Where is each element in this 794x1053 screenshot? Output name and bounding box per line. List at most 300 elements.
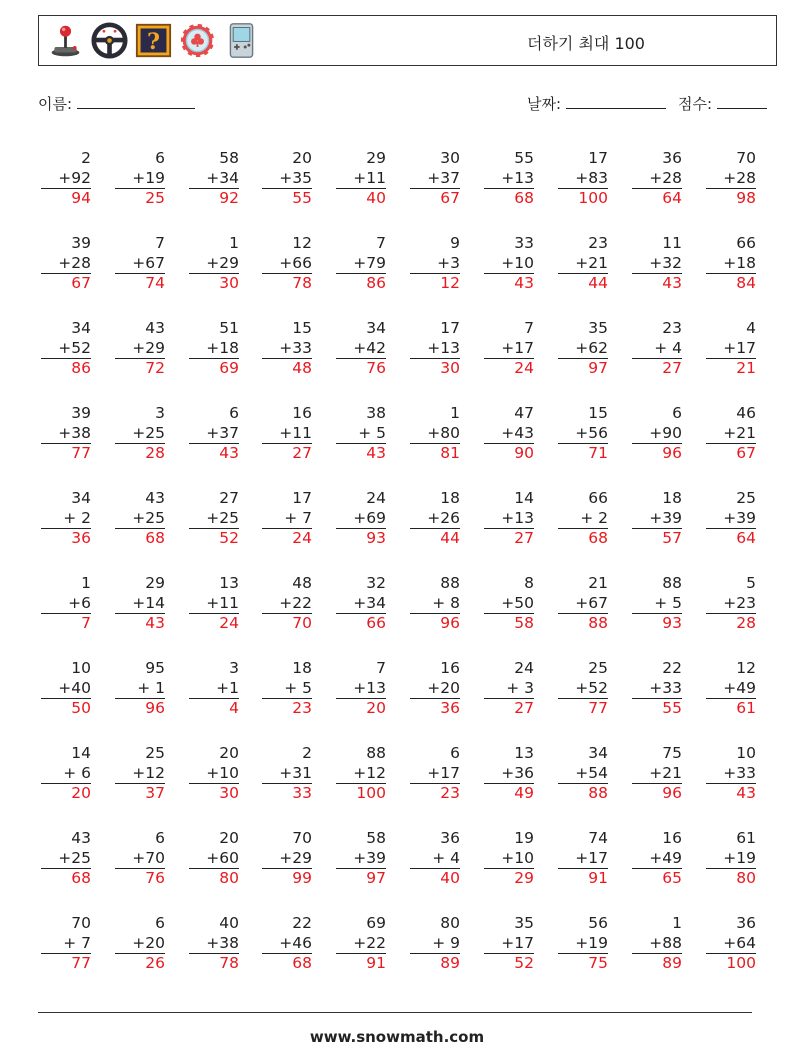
problem-item: [556, 149, 608, 209]
addend-bottom: +39: [723, 508, 756, 527]
answer[interactable]: 97: [336, 868, 386, 889]
addend-bottom: +28: [58, 253, 91, 272]
addend-top: 18: [662, 489, 682, 507]
answer[interactable]: 67: [41, 273, 91, 294]
problem-item: [704, 489, 756, 549]
problem-item: [482, 234, 534, 294]
addend-top: 1: [229, 234, 239, 252]
answer[interactable]: 37: [115, 783, 165, 804]
addend-top: 43: [71, 829, 91, 847]
answer[interactable]: 30: [189, 783, 239, 804]
problem-item: [556, 914, 608, 974]
answer[interactable]: 81: [410, 443, 460, 464]
answer[interactable]: 98: [706, 188, 756, 209]
addend-top: 6: [450, 744, 460, 762]
addend-top: 66: [588, 489, 608, 507]
answer[interactable]: 74: [115, 273, 165, 294]
addend-top: 29: [366, 149, 386, 167]
answer[interactable]: 78: [189, 953, 239, 974]
problem-item: [630, 489, 682, 549]
addend-bottom: + 4: [654, 338, 682, 357]
problem-item: [187, 319, 239, 379]
answer[interactable]: 100: [706, 953, 756, 974]
addend-top: 32: [366, 574, 386, 592]
addend-top: 10: [736, 744, 756, 762]
addend-top: 2: [81, 149, 91, 167]
problem-item: [260, 489, 312, 549]
problem-item: [39, 914, 91, 974]
addend-bottom: + 4: [432, 848, 460, 867]
addend-bottom: +21: [575, 253, 608, 272]
answer[interactable]: 48: [262, 358, 312, 379]
addend-bottom: + 9: [432, 933, 460, 952]
problem-item: [39, 744, 91, 804]
answer[interactable]: 43: [336, 443, 386, 464]
answer[interactable]: 100: [558, 188, 608, 209]
addend-bottom: +1: [216, 678, 239, 697]
addend-bottom: + 2: [63, 508, 91, 527]
problem-item: [556, 744, 608, 804]
problem-item: [704, 659, 756, 719]
addend-bottom: + 6: [63, 763, 91, 782]
problem-item: [260, 574, 312, 634]
addend-top: 20: [219, 829, 239, 847]
addend-top: 34: [588, 744, 608, 762]
addend-bottom: +11: [279, 423, 312, 442]
addend-top: 25: [588, 659, 608, 677]
addend-bottom: +21: [649, 763, 682, 782]
addend-top: 36: [662, 149, 682, 167]
name-label: 이름:: [38, 95, 73, 113]
addend-bottom: + 7: [63, 933, 91, 952]
addend-top: 70: [292, 829, 312, 847]
answer[interactable]: 27: [484, 698, 534, 719]
addend-top: 24: [514, 659, 534, 677]
addend-top: 29: [145, 574, 165, 592]
addend-bottom: +14: [132, 593, 165, 612]
addend-bottom: +13: [427, 338, 460, 357]
addend-bottom: +33: [279, 338, 312, 357]
answer[interactable]: 66: [336, 613, 386, 634]
problem-item: [408, 234, 460, 294]
addend-top: 11: [662, 234, 682, 252]
problem-item: [260, 319, 312, 379]
addend-top: 1: [450, 404, 460, 422]
answer[interactable]: 75: [558, 953, 608, 974]
answer[interactable]: 61: [706, 698, 756, 719]
addend-top: 6: [155, 914, 165, 932]
answer[interactable]: 99: [262, 868, 312, 889]
addend-bottom: +25: [132, 423, 165, 442]
addend-top: 34: [71, 319, 91, 337]
addend-top: 34: [71, 489, 91, 507]
addend-bottom: +13: [501, 508, 534, 527]
addend-top: 18: [440, 489, 460, 507]
addend-bottom: +34: [206, 168, 239, 187]
footer-divider: [38, 1012, 752, 1013]
problem-item: [113, 659, 165, 719]
addend-bottom: +28: [723, 168, 756, 187]
answer[interactable]: 77: [41, 443, 91, 464]
answer[interactable]: 80: [189, 868, 239, 889]
addend-bottom: +67: [575, 593, 608, 612]
addend-top: 3: [229, 659, 239, 677]
addend-bottom: +37: [427, 168, 460, 187]
addend-top: 51: [219, 319, 239, 337]
addend-bottom: +11: [353, 168, 386, 187]
problem-item: [113, 914, 165, 974]
addend-bottom: +60: [206, 848, 239, 867]
answer[interactable]: 68: [115, 528, 165, 549]
answer[interactable]: 84: [706, 273, 756, 294]
answer[interactable]: 91: [336, 953, 386, 974]
answer[interactable]: 88: [558, 613, 608, 634]
addend-top: 55: [514, 149, 534, 167]
addend-top: 25: [736, 489, 756, 507]
problem-item: [556, 829, 608, 889]
addend-top: 47: [514, 404, 534, 422]
answer[interactable]: 77: [558, 698, 608, 719]
addend-bottom: +79: [353, 253, 386, 272]
problem-item: [260, 234, 312, 294]
addend-top: 8: [524, 574, 534, 592]
addend-bottom: +22: [279, 593, 312, 612]
addend-top: 35: [588, 319, 608, 337]
answer[interactable]: 96: [632, 783, 682, 804]
addend-bottom: +20: [132, 933, 165, 952]
answer[interactable]: 44: [410, 528, 460, 549]
addend-bottom: +35: [279, 168, 312, 187]
addend-bottom: +31: [279, 763, 312, 782]
addend-top: 6: [155, 829, 165, 847]
answer[interactable]: 24: [189, 613, 239, 634]
problem-item: [187, 149, 239, 209]
answer[interactable]: 68: [262, 953, 312, 974]
addend-bottom: +17: [575, 848, 608, 867]
answer[interactable]: 7: [41, 613, 91, 634]
problem-item: [334, 829, 386, 889]
addend-top: 19: [514, 829, 534, 847]
addend-bottom: +38: [206, 933, 239, 952]
addend-top: 20: [292, 149, 312, 167]
addend-top: 14: [71, 744, 91, 762]
addend-bottom: +42: [353, 338, 386, 357]
addend-bottom: +19: [575, 933, 608, 952]
answer[interactable]: 58: [484, 613, 534, 634]
addend-top: 13: [219, 574, 239, 592]
answer[interactable]: 40: [336, 188, 386, 209]
answer[interactable]: 27: [262, 443, 312, 464]
addend-bottom: + 3: [506, 678, 534, 697]
addend-top: 88: [440, 574, 460, 592]
addend-top: 1: [672, 914, 682, 932]
answer[interactable]: 64: [632, 188, 682, 209]
answer[interactable]: 36: [41, 528, 91, 549]
problem-item: [630, 914, 682, 974]
answer[interactable]: 92: [189, 188, 239, 209]
problem-item: [187, 829, 239, 889]
answer[interactable]: 86: [41, 358, 91, 379]
answer[interactable]: 67: [706, 443, 756, 464]
answer[interactable]: 68: [41, 868, 91, 889]
addend-bottom: +18: [206, 338, 239, 357]
answer[interactable]: 88: [558, 783, 608, 804]
addend-top: 7: [376, 659, 386, 677]
problem-item: [113, 574, 165, 634]
answer[interactable]: 30: [410, 358, 460, 379]
addend-bottom: +83: [575, 168, 608, 187]
addend-top: 43: [145, 319, 165, 337]
addend-bottom: +17: [501, 338, 534, 357]
addend-top: 16: [662, 829, 682, 847]
answer[interactable]: 49: [484, 783, 534, 804]
answer[interactable]: 55: [262, 188, 312, 209]
problem-item: [408, 914, 460, 974]
answer[interactable]: 12: [410, 273, 460, 294]
addend-bottom: +67: [132, 253, 165, 272]
addend-bottom: +12: [353, 763, 386, 782]
problem-item: [408, 744, 460, 804]
date-label: 날짜:: [527, 95, 562, 113]
answer[interactable]: 29: [484, 868, 534, 889]
problem-item: [704, 319, 756, 379]
answer[interactable]: 70: [262, 613, 312, 634]
answer[interactable]: 44: [558, 273, 608, 294]
addend-top: 88: [662, 574, 682, 592]
addend-bottom: +43: [501, 423, 534, 442]
addend-bottom: +52: [575, 678, 608, 697]
answer[interactable]: 89: [410, 953, 460, 974]
addend-bottom: +52: [58, 338, 91, 357]
problem-item: [260, 149, 312, 209]
addend-top: 95: [145, 659, 165, 677]
answer[interactable]: 43: [632, 273, 682, 294]
answer[interactable]: 52: [484, 953, 534, 974]
addend-top: 25: [145, 744, 165, 762]
addend-bottom: +25: [58, 848, 91, 867]
answer[interactable]: 76: [115, 868, 165, 889]
addend-bottom: +66: [279, 253, 312, 272]
answer[interactable]: 72: [115, 358, 165, 379]
problem-item: [260, 914, 312, 974]
addend-bottom: + 2: [580, 508, 608, 527]
addend-bottom: +56: [575, 423, 608, 442]
answer[interactable]: 23: [410, 783, 460, 804]
problem-item: [482, 574, 534, 634]
problem-item: [408, 319, 460, 379]
answer[interactable]: 80: [706, 868, 756, 889]
answer[interactable]: 28: [115, 443, 165, 464]
problem-item: [556, 234, 608, 294]
addend-top: 70: [736, 149, 756, 167]
addend-top: 36: [440, 829, 460, 847]
answer[interactable]: 90: [484, 443, 534, 464]
addend-bottom: + 5: [358, 423, 386, 442]
answer[interactable]: 91: [558, 868, 608, 889]
addend-top: 58: [219, 149, 239, 167]
addend-top: 16: [292, 404, 312, 422]
problem-item: [482, 149, 534, 209]
addend-top: 1: [81, 574, 91, 592]
answer[interactable]: 86: [336, 273, 386, 294]
addend-bottom: + 8: [432, 593, 460, 612]
answer[interactable]: 21: [706, 358, 756, 379]
problem-item: [630, 404, 682, 464]
answer[interactable]: 96: [115, 698, 165, 719]
problem-item: [630, 149, 682, 209]
problem-item: [630, 659, 682, 719]
problem-item: [556, 404, 608, 464]
addend-top: 74: [588, 829, 608, 847]
addend-bottom: +10: [206, 763, 239, 782]
addend-bottom: +39: [649, 508, 682, 527]
addend-bottom: +18: [723, 253, 756, 272]
addend-top: 7: [155, 234, 165, 252]
answer[interactable]: 23: [262, 698, 312, 719]
answer[interactable]: 93: [632, 613, 682, 634]
answer[interactable]: 67: [410, 188, 460, 209]
addend-top: 18: [292, 659, 312, 677]
addend-top: 5: [746, 574, 756, 592]
problem-item: [556, 319, 608, 379]
answer[interactable]: 68: [484, 188, 534, 209]
answer[interactable]: 30: [189, 273, 239, 294]
addend-top: 12: [292, 234, 312, 252]
answer[interactable]: 43: [115, 613, 165, 634]
addend-top: 30: [440, 149, 460, 167]
answer[interactable]: 28: [706, 613, 756, 634]
answer[interactable]: 76: [336, 358, 386, 379]
problem-item: [482, 914, 534, 974]
addend-bottom: +20: [427, 678, 460, 697]
problem-item: [482, 319, 534, 379]
problem-item: [113, 744, 165, 804]
answer[interactable]: 43: [484, 273, 534, 294]
answer[interactable]: 97: [558, 358, 608, 379]
addend-bottom: +22: [353, 933, 386, 952]
addend-bottom: +25: [206, 508, 239, 527]
problem-item: [408, 489, 460, 549]
answer[interactable]: 55: [632, 698, 682, 719]
addend-top: 16: [440, 659, 460, 677]
addend-top: 4: [746, 319, 756, 337]
addend-bottom: +80: [427, 423, 460, 442]
answer[interactable]: 50: [41, 698, 91, 719]
problem-item: [39, 149, 91, 209]
problem-item: [704, 914, 756, 974]
problem-item: [556, 659, 608, 719]
problem-item: [408, 659, 460, 719]
answer[interactable]: 4: [189, 698, 239, 719]
answer[interactable]: 25: [115, 188, 165, 209]
addend-bottom: +6: [68, 593, 91, 612]
addend-top: 70: [71, 914, 91, 932]
problem-item: [113, 149, 165, 209]
addend-bottom: +23: [723, 593, 756, 612]
addend-bottom: +46: [279, 933, 312, 952]
problem-item: [187, 659, 239, 719]
problem-item: [39, 659, 91, 719]
problem-item: [630, 234, 682, 294]
addend-bottom: +38: [58, 423, 91, 442]
answer[interactable]: 89: [632, 953, 682, 974]
addend-bottom: +49: [649, 848, 682, 867]
addend-bottom: +28: [649, 168, 682, 187]
problem-item: [704, 234, 756, 294]
answer[interactable]: 24: [484, 358, 534, 379]
problem-item: [260, 404, 312, 464]
addend-bottom: +26: [427, 508, 460, 527]
answer[interactable]: 20: [336, 698, 386, 719]
answer[interactable]: 24: [262, 528, 312, 549]
addend-bottom: +19: [132, 168, 165, 187]
answer[interactable]: 65: [632, 868, 682, 889]
answer[interactable]: 27: [632, 358, 682, 379]
answer[interactable]: 100: [336, 783, 386, 804]
answer[interactable]: 43: [189, 443, 239, 464]
answer[interactable]: 20: [41, 783, 91, 804]
addend-top: 61: [736, 829, 756, 847]
answer[interactable]: 71: [558, 443, 608, 464]
answer[interactable]: 33: [262, 783, 312, 804]
addend-top: 80: [440, 914, 460, 932]
addend-bottom: +11: [206, 593, 239, 612]
addend-top: 58: [366, 829, 386, 847]
problem-item: [260, 744, 312, 804]
addend-top: 10: [71, 659, 91, 677]
addend-top: 17: [292, 489, 312, 507]
addend-top: 6: [672, 404, 682, 422]
addend-bottom: +32: [649, 253, 682, 272]
addend-bottom: +29: [132, 338, 165, 357]
answer[interactable]: 77: [41, 953, 91, 974]
answer[interactable]: 93: [336, 528, 386, 549]
answer[interactable]: 64: [706, 528, 756, 549]
answer[interactable]: 36: [410, 698, 460, 719]
addend-top: 17: [440, 319, 460, 337]
addend-top: 15: [292, 319, 312, 337]
answer[interactable]: 26: [115, 953, 165, 974]
addend-bottom: +13: [501, 168, 534, 187]
problem-item: [260, 829, 312, 889]
answer[interactable]: 52: [189, 528, 239, 549]
answer[interactable]: 78: [262, 273, 312, 294]
answer[interactable]: 40: [410, 868, 460, 889]
answer[interactable]: 94: [41, 188, 91, 209]
problem-item: [39, 574, 91, 634]
problem-item: [334, 489, 386, 549]
answer[interactable]: 27: [484, 528, 534, 549]
addend-bottom: +49: [723, 678, 756, 697]
addend-top: 7: [524, 319, 534, 337]
answer[interactable]: 57: [632, 528, 682, 549]
answer[interactable]: 96: [410, 613, 460, 634]
problem-item: [113, 829, 165, 889]
addend-bottom: +69: [353, 508, 386, 527]
addend-bottom: +17: [427, 763, 460, 782]
problem-item: [113, 234, 165, 294]
answer[interactable]: 96: [632, 443, 682, 464]
answer[interactable]: 68: [558, 528, 608, 549]
problem-item: [187, 744, 239, 804]
addend-top: 23: [588, 234, 608, 252]
answer[interactable]: 43: [706, 783, 756, 804]
answer[interactable]: 69: [189, 358, 239, 379]
addend-top: 7: [376, 234, 386, 252]
problem-item: [334, 234, 386, 294]
problem-item: [334, 659, 386, 719]
problem-item: [630, 829, 682, 889]
